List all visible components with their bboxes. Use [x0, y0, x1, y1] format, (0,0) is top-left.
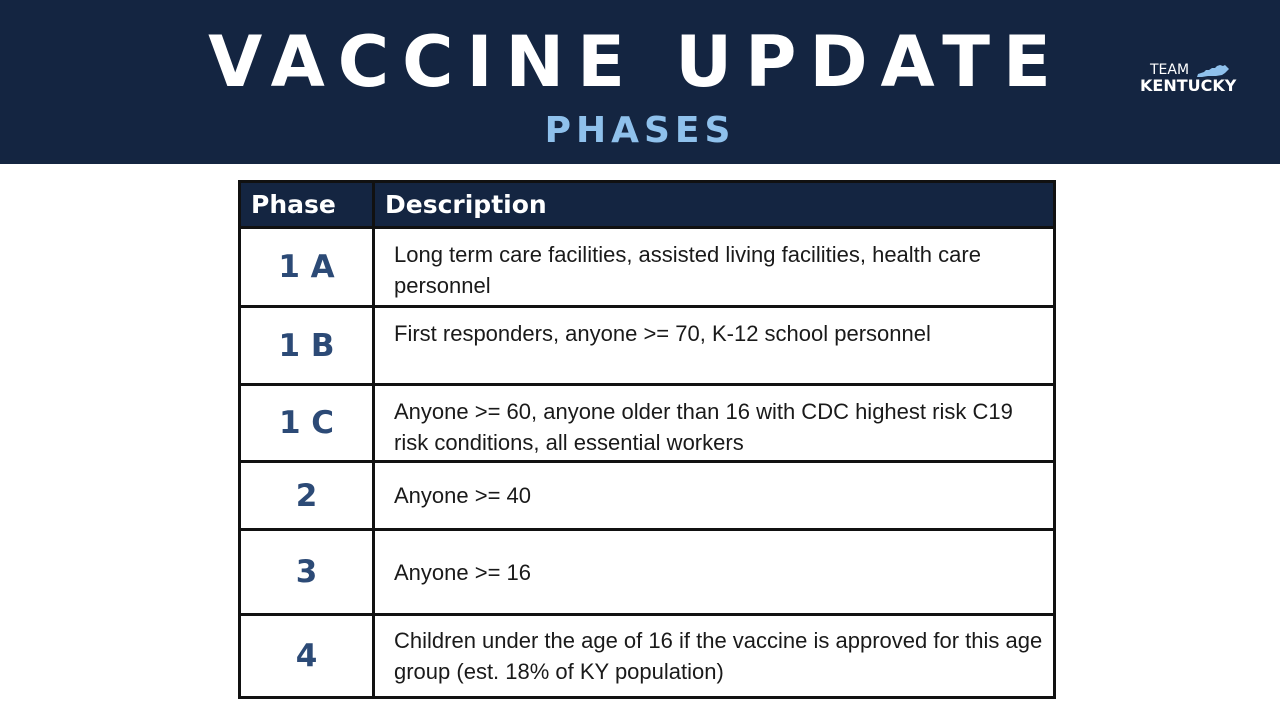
description-cell: Children under the age of 16 if the vaccine is approved for this age group (est. 18% of KY population)	[374, 615, 1055, 698]
team-kentucky-logo	[1138, 62, 1250, 98]
description-cell: First responders, anyone >= 70, K-12 school personnel	[374, 307, 1055, 385]
logo-team-text: TEAM	[1150, 62, 1190, 78]
table-row	[240, 307, 1055, 385]
logo-kentucky-text: KENTUCKY	[1140, 76, 1237, 95]
phase-cell: 1 C	[240, 385, 374, 462]
phase-cell: 4	[240, 615, 374, 698]
phase-cell: 3	[240, 530, 374, 615]
description-cell: Long term care facilities, assisted living facilities, health care personnel	[374, 228, 1055, 307]
table-row	[240, 530, 1055, 615]
table-header-row	[240, 182, 1055, 228]
table-row	[240, 615, 1055, 698]
phase-cell: 1 A	[240, 228, 374, 307]
phase-cell: 2	[240, 462, 374, 530]
column-header-phase: Phase	[240, 182, 374, 228]
table-row	[240, 385, 1055, 462]
header-banner	[0, 0, 1280, 164]
page-title: VACCINE UPDATE	[208, 21, 1064, 103]
description-cell: Anyone >= 16	[374, 530, 1055, 615]
phases-table	[238, 180, 1056, 699]
table-row	[240, 462, 1055, 530]
phase-cell: 1 B	[240, 307, 374, 385]
table-row	[240, 228, 1055, 307]
page-subtitle: PHASES	[544, 110, 736, 151]
column-header-description: Description	[374, 182, 1055, 228]
description-cell: Anyone >= 40	[374, 462, 1055, 530]
description-cell: Anyone >= 60, anyone older than 16 with CDC highest risk C19 risk conditions, all essential workers	[374, 385, 1055, 462]
